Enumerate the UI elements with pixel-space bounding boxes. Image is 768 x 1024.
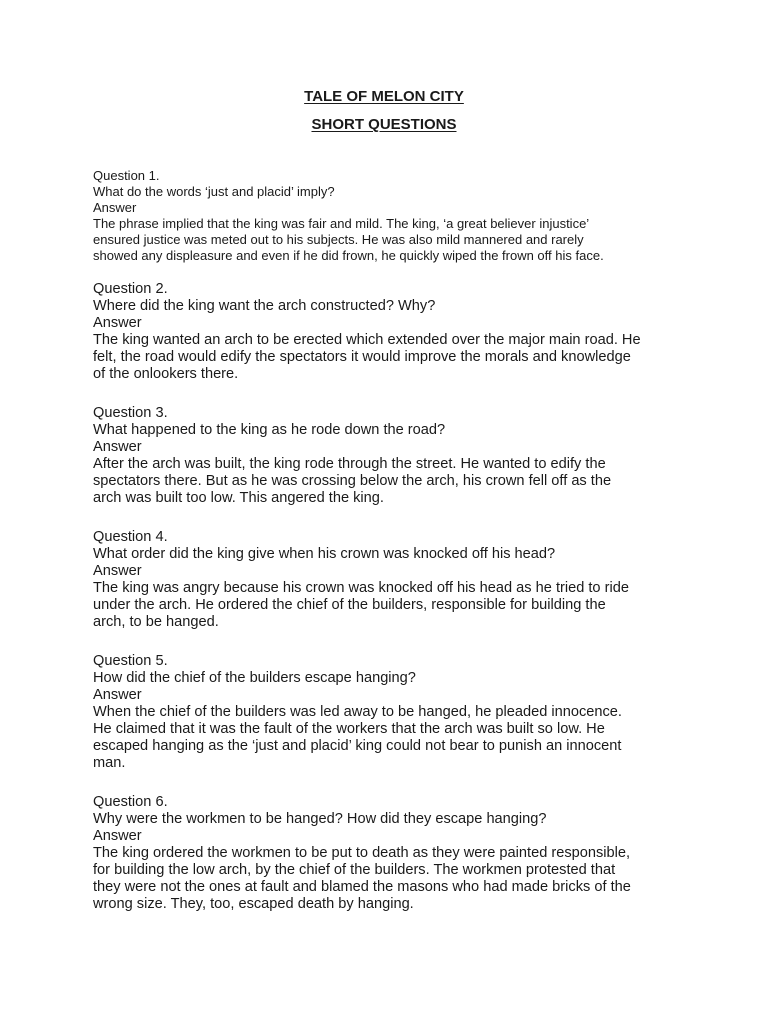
answer-label: Answer xyxy=(93,200,137,215)
answer-line: under the arch. He ordered the chief of the builders, responsible for building the xyxy=(93,597,606,613)
answer-line: The phrase implied that the king was fair and mild. The king, ‘a great believer injustice’ xyxy=(93,216,590,231)
question-block-3 xyxy=(93,405,683,507)
question-label: Question 2. xyxy=(93,281,168,297)
question-label: Question 6. xyxy=(93,794,168,810)
answer-line: After the arch was built, the king rode through the street. He wanted to edify the xyxy=(93,456,606,472)
answer-label: Answer xyxy=(93,439,142,455)
answer-line: of the onlookers there. xyxy=(93,366,239,382)
question-block-4 xyxy=(93,529,683,631)
question-list xyxy=(93,168,683,913)
answer-line: The king ordered the workmen to be put to death as they were painted responsible, xyxy=(93,845,631,861)
answer-line: escaped hanging as the ‘just and placid’ king could not bear to punish an innocent xyxy=(93,738,622,754)
question-block-6 xyxy=(93,794,683,913)
answer-line: wrong size. They, too, escaped death by hanging. xyxy=(93,896,414,912)
answer-label: Answer xyxy=(93,563,142,579)
answer-line: showed any displeasure and even if he did frown, he quickly wiped the frown off his face. xyxy=(93,248,604,263)
answer-line: arch, to be hanged. xyxy=(93,614,219,630)
document-title: TALE OF MELON CITY xyxy=(304,88,464,105)
answer-line: man. xyxy=(93,755,126,771)
question-block-5 xyxy=(93,653,683,772)
question-text: What order did the king give when his crown was knocked off his head? xyxy=(93,546,556,562)
answer-label: Answer xyxy=(93,828,142,844)
question-label: Question 3. xyxy=(93,405,168,421)
answer-line: they were not the ones at fault and blamed the masons who had made bricks of the xyxy=(93,879,631,895)
answer-line: He claimed that it was the fault of the workers that the arch was built so low. He xyxy=(93,721,605,737)
answer-line: The king was angry because his crown was knocked off his head as he tried to ride xyxy=(93,580,629,596)
question-block-2 xyxy=(93,281,683,383)
question-label: Question 5. xyxy=(93,653,168,669)
answer-line: The king wanted an arch to be erected which extended over the major main road. He xyxy=(93,332,641,348)
question-text: What do the words ‘just and placid’ imply? xyxy=(93,184,335,199)
question-label: Question 4. xyxy=(93,529,168,545)
answer-line: for building the low arch, by the chief of the builders. The workmen protested that xyxy=(93,862,616,878)
answer-label: Answer xyxy=(93,315,142,331)
question-block-1 xyxy=(93,168,683,264)
question-text: Why were the workmen to be hanged? How did they escape hanging? xyxy=(93,811,547,827)
question-label: Question 1. xyxy=(93,168,160,183)
question-text: Where did the king want the arch constructed? Why? xyxy=(93,298,436,314)
answer-line: spectators there. But as he was crossing below the arch, his crown fell off as the xyxy=(93,473,612,489)
answer-line: ensured justice was meted out to his subjects. He was also mild mannered and rarely xyxy=(93,232,584,247)
answer-line: felt, the road would edify the spectators it would improve the morals and knowledge xyxy=(93,349,631,365)
answer-line: arch was built too low. This angered the king. xyxy=(93,490,384,506)
answer-label: Answer xyxy=(93,687,142,703)
question-text: How did the chief of the builders escape hanging? xyxy=(93,670,416,686)
answer-line: When the chief of the builders was led away to be hanged, he pleaded innocence. xyxy=(93,704,622,720)
question-text: What happened to the king as he rode down the road? xyxy=(93,422,446,438)
document-subtitle: SHORT QUESTIONS xyxy=(311,116,457,133)
